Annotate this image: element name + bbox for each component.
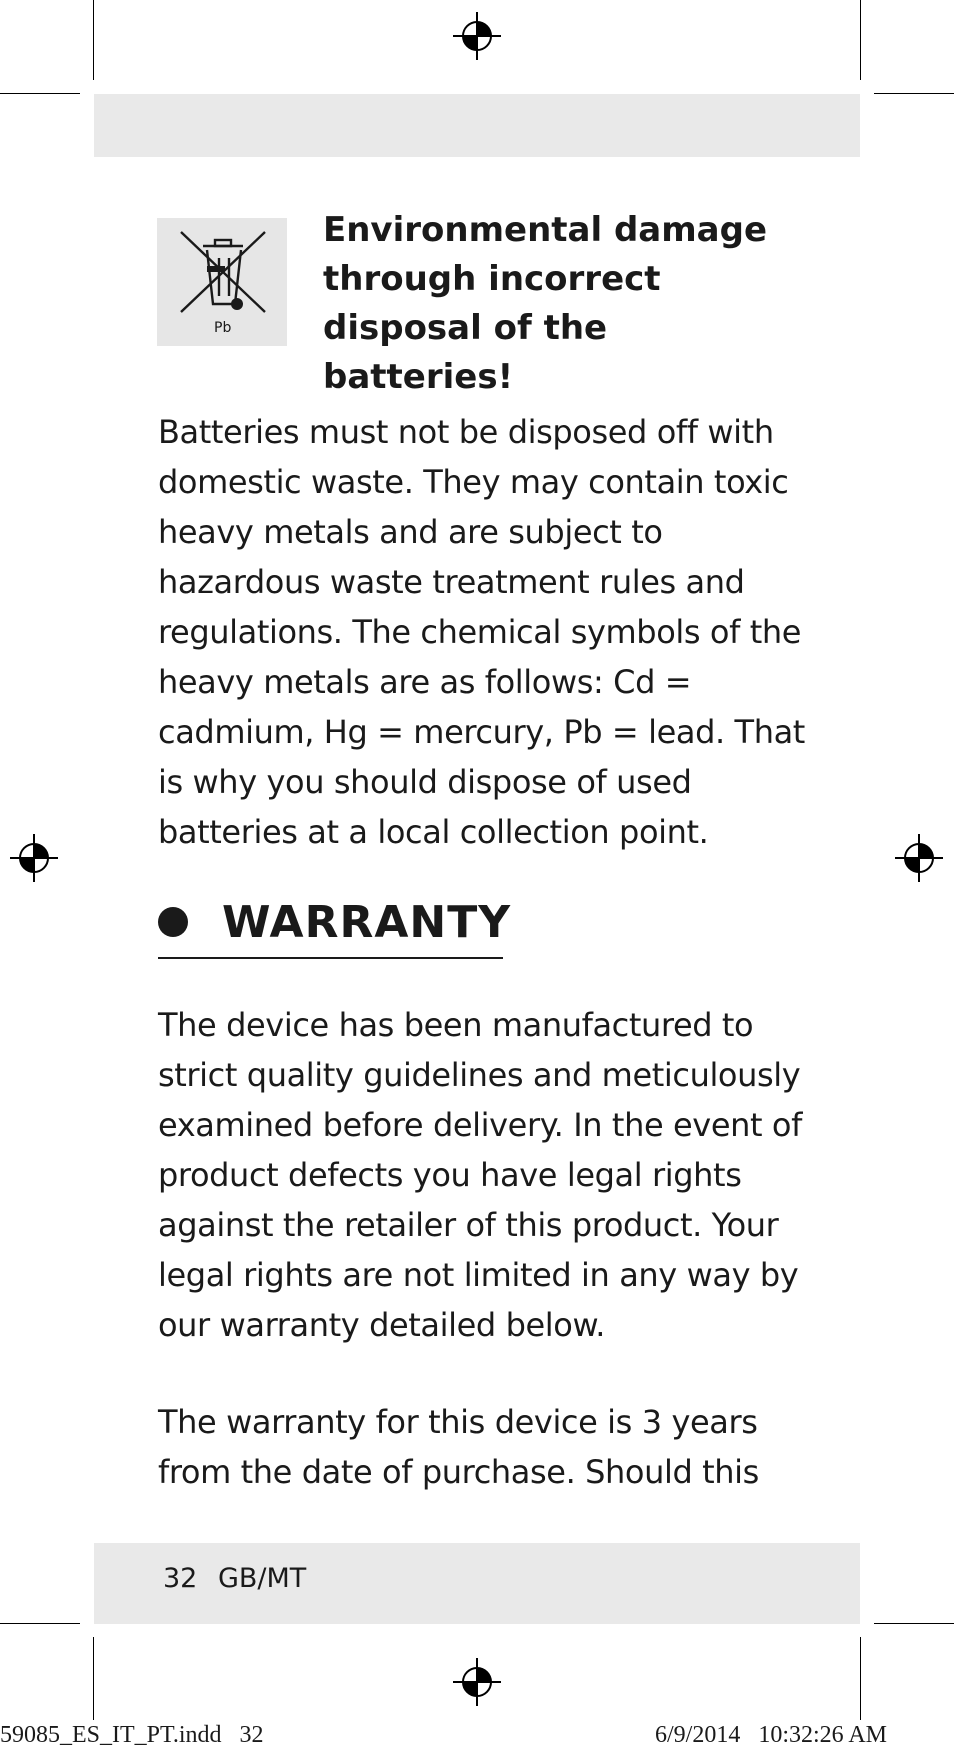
text-line: regulations. The chemical symbols of the — [158, 613, 802, 651]
text-line: domestic waste. They may contain toxic — [158, 463, 789, 501]
crop-mark-top-left-horizontal — [0, 93, 80, 94]
warranty-heading — [158, 895, 512, 959]
crop-mark-top-right-horizontal — [874, 93, 954, 94]
warranty-period-paragraph — [158, 1397, 808, 1497]
batteries-paragraph — [158, 407, 808, 857]
page-footer — [163, 1562, 306, 1596]
text-line: hazardous waste treatment rules and — [158, 563, 745, 601]
page-number: 32 — [163, 1563, 198, 1594]
text-line: heavy metals are as follows: Cd = — [158, 663, 692, 701]
crop-mark-bottom-right-horizontal — [874, 1623, 954, 1624]
registration-mark-left-icon — [8, 832, 60, 884]
battery-disposal-symbol — [157, 218, 287, 346]
text-line: legal rights are not limited in any way by — [158, 1256, 799, 1294]
registration-mark-bottom-icon — [451, 1656, 503, 1708]
warning-title-line: through incorrect — [323, 259, 661, 299]
crop-mark-bottom-left-vertical — [93, 1637, 94, 1720]
slug-file-info: 59085_ES_IT_PT.indd 32 — [0, 1722, 264, 1748]
crop-mark-bottom-right-vertical — [860, 1637, 861, 1720]
header-band — [94, 94, 860, 157]
region-code: GB/MT — [217, 1563, 307, 1594]
crop-mark-top-right-vertical — [860, 0, 861, 80]
registration-mark-top-icon — [451, 10, 503, 62]
text-line: heavy metals and are subject to — [158, 513, 663, 551]
crop-mark-top-left-vertical — [93, 0, 94, 80]
text-line: against the retailer of this product. Your — [158, 1206, 779, 1244]
warning-title-line: Environmental damage — [323, 210, 768, 250]
text-line: from the date of purchase. Should this — [158, 1453, 759, 1491]
warranty-intro-paragraph — [158, 1000, 808, 1350]
text-line: Batteries must not be disposed off with — [158, 413, 774, 451]
text-line: batteries at a local collection point. — [158, 813, 709, 851]
warning-title-line: disposal of the batteries! — [323, 308, 608, 397]
text-line: cadmium, Hg = mercury, Pb = lead. That — [158, 713, 805, 751]
heading-bullet-icon — [158, 907, 188, 937]
text-line: strict quality guidelines and meticulously — [158, 1056, 801, 1094]
text-line: examined before delivery. In the event of — [158, 1106, 802, 1144]
slug-timestamp: 6/9/2014 10:32:26 AM — [655, 1722, 888, 1748]
warranty-heading-text: WARRANTY — [222, 897, 512, 948]
warning-title — [323, 206, 803, 402]
text-line: product defects you have legal rights — [158, 1156, 742, 1194]
crop-mark-bottom-left-horizontal — [0, 1623, 80, 1624]
text-line: The warranty for this device is 3 years — [158, 1403, 758, 1441]
text-line: The device has been manufactured to — [158, 1006, 754, 1044]
registration-mark-right-icon — [893, 832, 945, 884]
pb-label: Pb — [214, 320, 232, 336]
text-line: our warranty detailed below. — [158, 1306, 606, 1344]
text-line: is why you should dispose of used — [158, 763, 692, 801]
